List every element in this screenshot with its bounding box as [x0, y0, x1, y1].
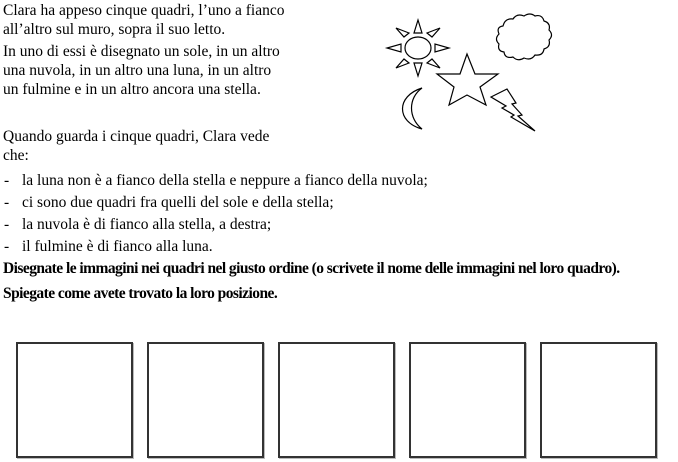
cloud-icon: [497, 14, 552, 60]
frame-2[interactable]: [147, 342, 264, 458]
bullet-dash: -: [4, 216, 10, 233]
intro-line: Clara ha appeso cinque quadri, l’uno a fianco: [3, 2, 285, 19]
clue-list: [0, 170, 428, 258]
pictures-illustration: [370, 0, 570, 140]
explain-instruction: Spiegate come avete trovato la loro posizione.: [3, 285, 278, 302]
question-line: che:: [3, 147, 29, 164]
sun-icon: [387, 20, 449, 76]
bullet-dash: -: [4, 194, 10, 211]
frame-3[interactable]: [278, 342, 395, 458]
clue-text: la nuvola è di fianco alla stella, a destra;: [22, 216, 272, 233]
intro-line: un fulmine e in un altro ancora una stella.: [3, 81, 261, 98]
task-instruction: Disegnate le immagini nei quadri nel giusto ordine (o scrivete il nome delle immagini nel loro quadro).: [3, 260, 620, 277]
clue-text: la luna non è a fianco della stella e neppure a fianco della nuvola;: [22, 172, 428, 189]
instructions: [3, 259, 673, 304]
bullet-dash: -: [4, 238, 10, 255]
clue-text: ci sono due quadri fra quelli del sole e della stella;: [22, 194, 334, 211]
frame-4[interactable]: [409, 342, 526, 458]
frame-1[interactable]: [16, 342, 133, 458]
lightning-icon: [491, 89, 535, 131]
intro-line: In uno di essi è disegnato un sole, in un altro: [3, 43, 280, 60]
moon-icon: [403, 88, 423, 129]
clue-item: [0, 192, 428, 214]
clue-item: [0, 214, 428, 236]
intro-paragraph: [3, 1, 284, 99]
clue-item: [0, 170, 428, 192]
clue-text: il fulmine è di fianco alla luna.: [22, 238, 213, 255]
clue-item: [0, 236, 428, 258]
intro-line: una nuvola, in un altro una luna, in un altro: [3, 62, 272, 79]
bullet-dash: -: [4, 172, 10, 189]
intro-line: all’altro sul muro, sopra il suo letto.: [3, 21, 226, 38]
question-line: Quando guarda i cinque quadri, Clara vede: [3, 128, 270, 145]
frame-5[interactable]: [540, 342, 657, 458]
question-paragraph: [3, 127, 269, 165]
picture-frames: [16, 342, 657, 458]
star-icon: [437, 54, 498, 105]
